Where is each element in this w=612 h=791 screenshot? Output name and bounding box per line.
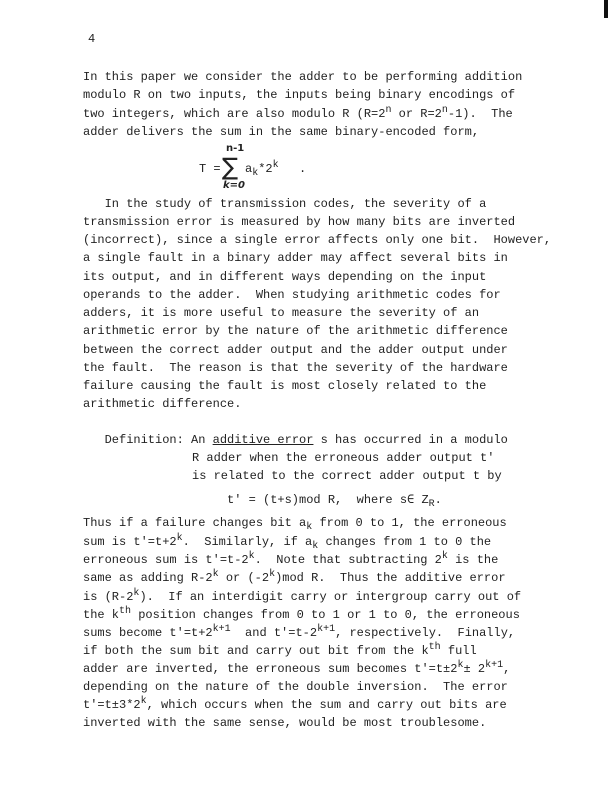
text-line: [83, 397, 241, 411]
text-run: the k: [83, 608, 120, 622]
text-run: adders, it is more useful to measure the severity of an: [83, 306, 480, 320]
text-line: [83, 306, 479, 320]
superscript: k: [269, 569, 276, 580]
text-run: (incorrect), since a single error affects only one bit. However,: [83, 233, 552, 247]
text-line: [83, 107, 513, 121]
text-line: [192, 469, 502, 483]
text-run: is (R-2: [83, 590, 134, 604]
superscript: k: [248, 551, 255, 562]
text-line: [192, 451, 494, 465]
sum-lower-limit: k=0: [223, 180, 245, 191]
text-run: same as adding R-2: [83, 571, 213, 585]
sum-equation: [199, 143, 319, 192]
text-line: [83, 379, 486, 393]
text-run: adder delivers the sum in the same binary-encoded form,: [83, 125, 480, 139]
text-run: the fault. The reason is that the severity of the hardware: [83, 361, 508, 375]
text-line: [83, 233, 551, 247]
text-line: [83, 361, 508, 375]
superscript: k: [133, 588, 140, 599]
text-run: or R=2: [391, 107, 442, 121]
text-line: [83, 251, 508, 265]
text-run: In the study of transmission codes, the severity of a: [83, 197, 487, 211]
text-line: [83, 698, 507, 712]
text-run: changes from 1 to 0 the: [318, 535, 492, 549]
text-run: )mod R. Thus the additive error: [275, 571, 506, 585]
term-mid: *2: [258, 162, 273, 176]
subscript: k: [312, 541, 319, 552]
text-run: is the: [447, 553, 499, 567]
text-line: [83, 197, 486, 211]
text-run: arithmetic error by the nature of the arithmetic difference: [83, 324, 508, 338]
text-run: t' = (t+s)mod R, where s∈ Z: [227, 493, 429, 507]
text-run: a single fault in a binary adder may affect several bits in: [83, 251, 508, 265]
text-line: [83, 626, 515, 640]
text-line: [83, 608, 520, 622]
superscript: th: [119, 606, 132, 617]
text-run: . Similarly, if a: [182, 535, 313, 549]
text-line: [83, 516, 507, 533]
superscript: k: [176, 533, 183, 544]
superscript: k+1: [485, 660, 504, 671]
text-run: -1). The: [447, 107, 513, 121]
subscript: k: [306, 522, 313, 533]
text-run: . Note that subtracting 2: [254, 553, 442, 567]
text-run: Definition: An: [83, 433, 213, 447]
definition-equation: [227, 493, 442, 510]
text-line: [83, 680, 508, 694]
superscript: k+1: [317, 624, 336, 635]
text-line: [83, 433, 508, 447]
text-run: inverted with the same sense, would be most troublesome.: [83, 716, 487, 730]
text-run: failure causing the fault is most closely related to the: [83, 379, 487, 393]
text-line: [83, 590, 521, 604]
text-run: full: [440, 644, 477, 658]
text-run: ,: [503, 662, 511, 676]
text-run: position changes from 0 to 1 or 1 to 0, the erroneous: [131, 608, 520, 622]
underlined-term: additive error: [212, 433, 314, 447]
text-line: [83, 662, 510, 676]
text-run: ). If an interdigit carry or intergroup carry out of: [139, 590, 522, 604]
superscript: n: [441, 105, 448, 116]
text-run: and t'=t-2: [230, 626, 318, 640]
text-line: [83, 324, 508, 338]
equation-lhs: T =: [199, 162, 221, 176]
page-number: 4: [88, 32, 96, 46]
sum-term: [245, 160, 279, 179]
text-run: two integers, which are also modulo R (R=2: [83, 107, 386, 121]
superscript: k: [441, 551, 448, 562]
text-run: depending on the nature of the double inversion. The error: [83, 680, 508, 694]
text-run: R adder when the erroneous adder output t': [192, 451, 495, 465]
text-run: is related to the correct adder output t by: [192, 469, 502, 483]
text-run: if both the sum bit and carry out bit from the k: [83, 644, 429, 658]
text-line: [83, 571, 506, 585]
text-line: [83, 533, 492, 552]
text-run: s has occurred in a modulo: [313, 433, 508, 447]
superscript: k: [140, 696, 147, 707]
superscript: k: [457, 660, 464, 671]
text-line: [83, 716, 486, 730]
subscript: R: [428, 499, 435, 510]
text-line: [83, 288, 501, 302]
text-line: [83, 644, 477, 658]
sum-upper-limit: n-1: [226, 143, 245, 154]
superscript: k+1: [212, 624, 231, 635]
text-line: [83, 88, 515, 102]
text-line: [83, 553, 498, 567]
text-run: sums become t'=t+2: [83, 626, 213, 640]
text-line: [83, 215, 515, 229]
equation-period: .: [299, 162, 307, 176]
text-run: between the correct adder output and the adder output under: [83, 343, 508, 357]
text-line: [83, 343, 508, 357]
text-run: t'=t±3*2: [83, 698, 141, 712]
term-superscript: k: [272, 160, 279, 171]
superscript: th: [428, 642, 441, 653]
text-run: operands to the adder. When studying arithmetic codes for: [83, 288, 501, 302]
term-a: a: [245, 162, 253, 176]
text-run: , respectively. Finally,: [335, 626, 516, 640]
text-run: transmission error is measured by how many bits are inverted: [83, 215, 516, 229]
text-run: ± 2: [463, 662, 486, 676]
text-line: [83, 70, 522, 84]
text-run: modulo R on two inputs, the inputs being binary encodings of: [83, 88, 516, 102]
text-run: erroneous sum is t'=t-2: [83, 553, 249, 567]
text-run: .: [434, 493, 442, 507]
text-run: sum is t'=t+2: [83, 535, 177, 549]
term-subscript: k: [252, 168, 259, 179]
page-edge-mark: [604, 0, 608, 18]
text-run: arithmetic difference.: [83, 397, 242, 411]
text-run: its output, and in different ways depending on the input: [83, 270, 487, 284]
text-line: [83, 125, 479, 139]
text-run: or (-2: [218, 571, 270, 585]
superscript: n: [385, 105, 392, 116]
text-run: Thus if a failure changes bit a: [83, 516, 307, 530]
text-run: In this paper we consider the adder to be performing addition: [83, 70, 523, 84]
text-run: adder are inverted, the erroneous sum becomes t'=t±2: [83, 662, 458, 676]
superscript: k: [212, 569, 219, 580]
sigma-symbol: ∑: [222, 153, 239, 181]
text-run: , which occurs when the sum and carry out bits are: [146, 698, 507, 712]
text-line: [83, 270, 486, 284]
text-run: from 0 to 1, the erroneous: [312, 516, 507, 530]
